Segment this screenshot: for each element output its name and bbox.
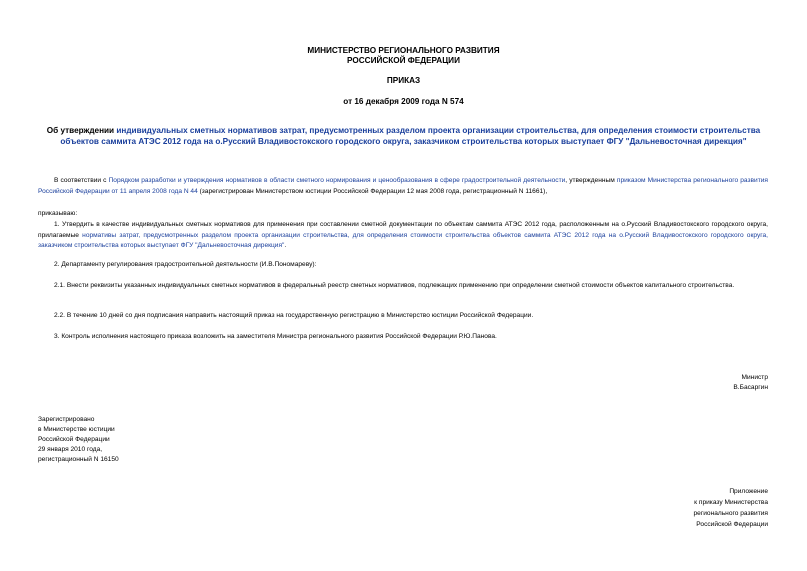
registration-line: Российской Федерации xyxy=(38,436,110,443)
item-2-2: 2.2. В течение 10 дней со дня подписания направить настоящий приказ на государственную регистрацию в Министерство юстиции Российской Федерации. xyxy=(54,312,534,319)
item-1-text: 1. Утвердить в качестве индивидуальных сметных нормативов для применения при составлении сметной документации по объектам саммита АТЭС 2012 года, расположенным на о.Русский Владивостокского городского округа, прилагаемые xyxy=(38,221,768,239)
registration-line: регистрационный N 16150 xyxy=(38,456,119,463)
item-2: 2. Департаменту регулирования градостроительной деятельности (И.В.Пономареву): xyxy=(54,261,317,268)
registration-line: в Министерстве юстиции xyxy=(38,426,115,433)
signature-name: В.Басаргин xyxy=(733,384,768,391)
ministry-header xyxy=(0,46,807,66)
signature-position: Министр xyxy=(741,374,768,381)
preamble-text-1: В соответствии с xyxy=(54,177,109,184)
doc-date-number: от 16 декабря 2009 года N 574 xyxy=(343,97,464,106)
doc-title xyxy=(40,126,767,147)
registration-line: 29 января 2010 года, xyxy=(38,446,103,453)
signature-block xyxy=(733,373,768,393)
item-2-1: 2.1. Внести реквизиты указанных индивидуальных сметных нормативов в федеральный реестр сметных нормативов, подлежащих применению при определении сметной стоимости объектов капитального строительства. xyxy=(54,282,735,289)
preamble-text-3: (зарегистрирован Министерством юстиции Российской Федерации 12 мая 2008 года, регистрационный N 11661), xyxy=(197,187,548,195)
appendix-line: регионального развития xyxy=(693,510,768,517)
registration-block xyxy=(38,415,119,465)
order-44-link[interactable]: приказом Министерства регионального развития Российской Федерации от 11 апреля 2008 года N 44 xyxy=(38,177,768,195)
appendix-line: Приложение xyxy=(729,488,768,495)
preamble-paragraph xyxy=(38,176,768,197)
appendix-block xyxy=(694,486,769,530)
ministry-line-1: МИНИСТЕРСТВО РЕГИОНАЛЬНОГО РАЗВИТИЯ xyxy=(307,46,500,55)
item-1-end: . xyxy=(284,242,287,249)
title-link[interactable]: индивидуальных сметных нормативов затрат, предусмотренных разделом проекта организации строительства, для определения стоимости строительства объектов саммита АТЭС 2012 года на о.Русский Владивостокского городского округа, заказчиком строительства которых выступает ФГУ "Дальневосточная дирекция" xyxy=(60,126,761,146)
preamble-text-2: , утвержденным xyxy=(565,177,617,184)
item-3: 3. Контроль исполнения настоящего приказа возложить на заместителя Министра регионального развития Российской Федерации Р.Ю.Панова. xyxy=(54,333,497,340)
registration-line: Зарегистрировано xyxy=(38,416,95,423)
item-1-link[interactable]: нормативы затрат, предусмотренных разделом проекта организации строительства, для определения стоимости строительства объектов саммита АТЭС 2012 года на о.Русский Владивостокского городского округа, заказчиком строительства которых выступает ФГУ "Дальневосточная дирекция" xyxy=(38,231,769,249)
ministry-line-2: РОССИЙСКОЙ ФЕДЕРАЦИИ xyxy=(347,56,460,65)
procedure-link[interactable]: Порядком разработки и утверждения нормативов в области сметного нормирования и ценообразования в сфере градостроительной деятельности xyxy=(108,177,566,184)
appendix-line: Российской Федерации xyxy=(696,521,768,528)
appendix-line: к приказу Министерства xyxy=(694,499,768,506)
doc-type: ПРИКАЗ xyxy=(386,76,421,85)
title-prefix: Об утверждении xyxy=(46,126,117,135)
order-word: приказываю: xyxy=(38,210,78,217)
item-1 xyxy=(38,220,768,252)
